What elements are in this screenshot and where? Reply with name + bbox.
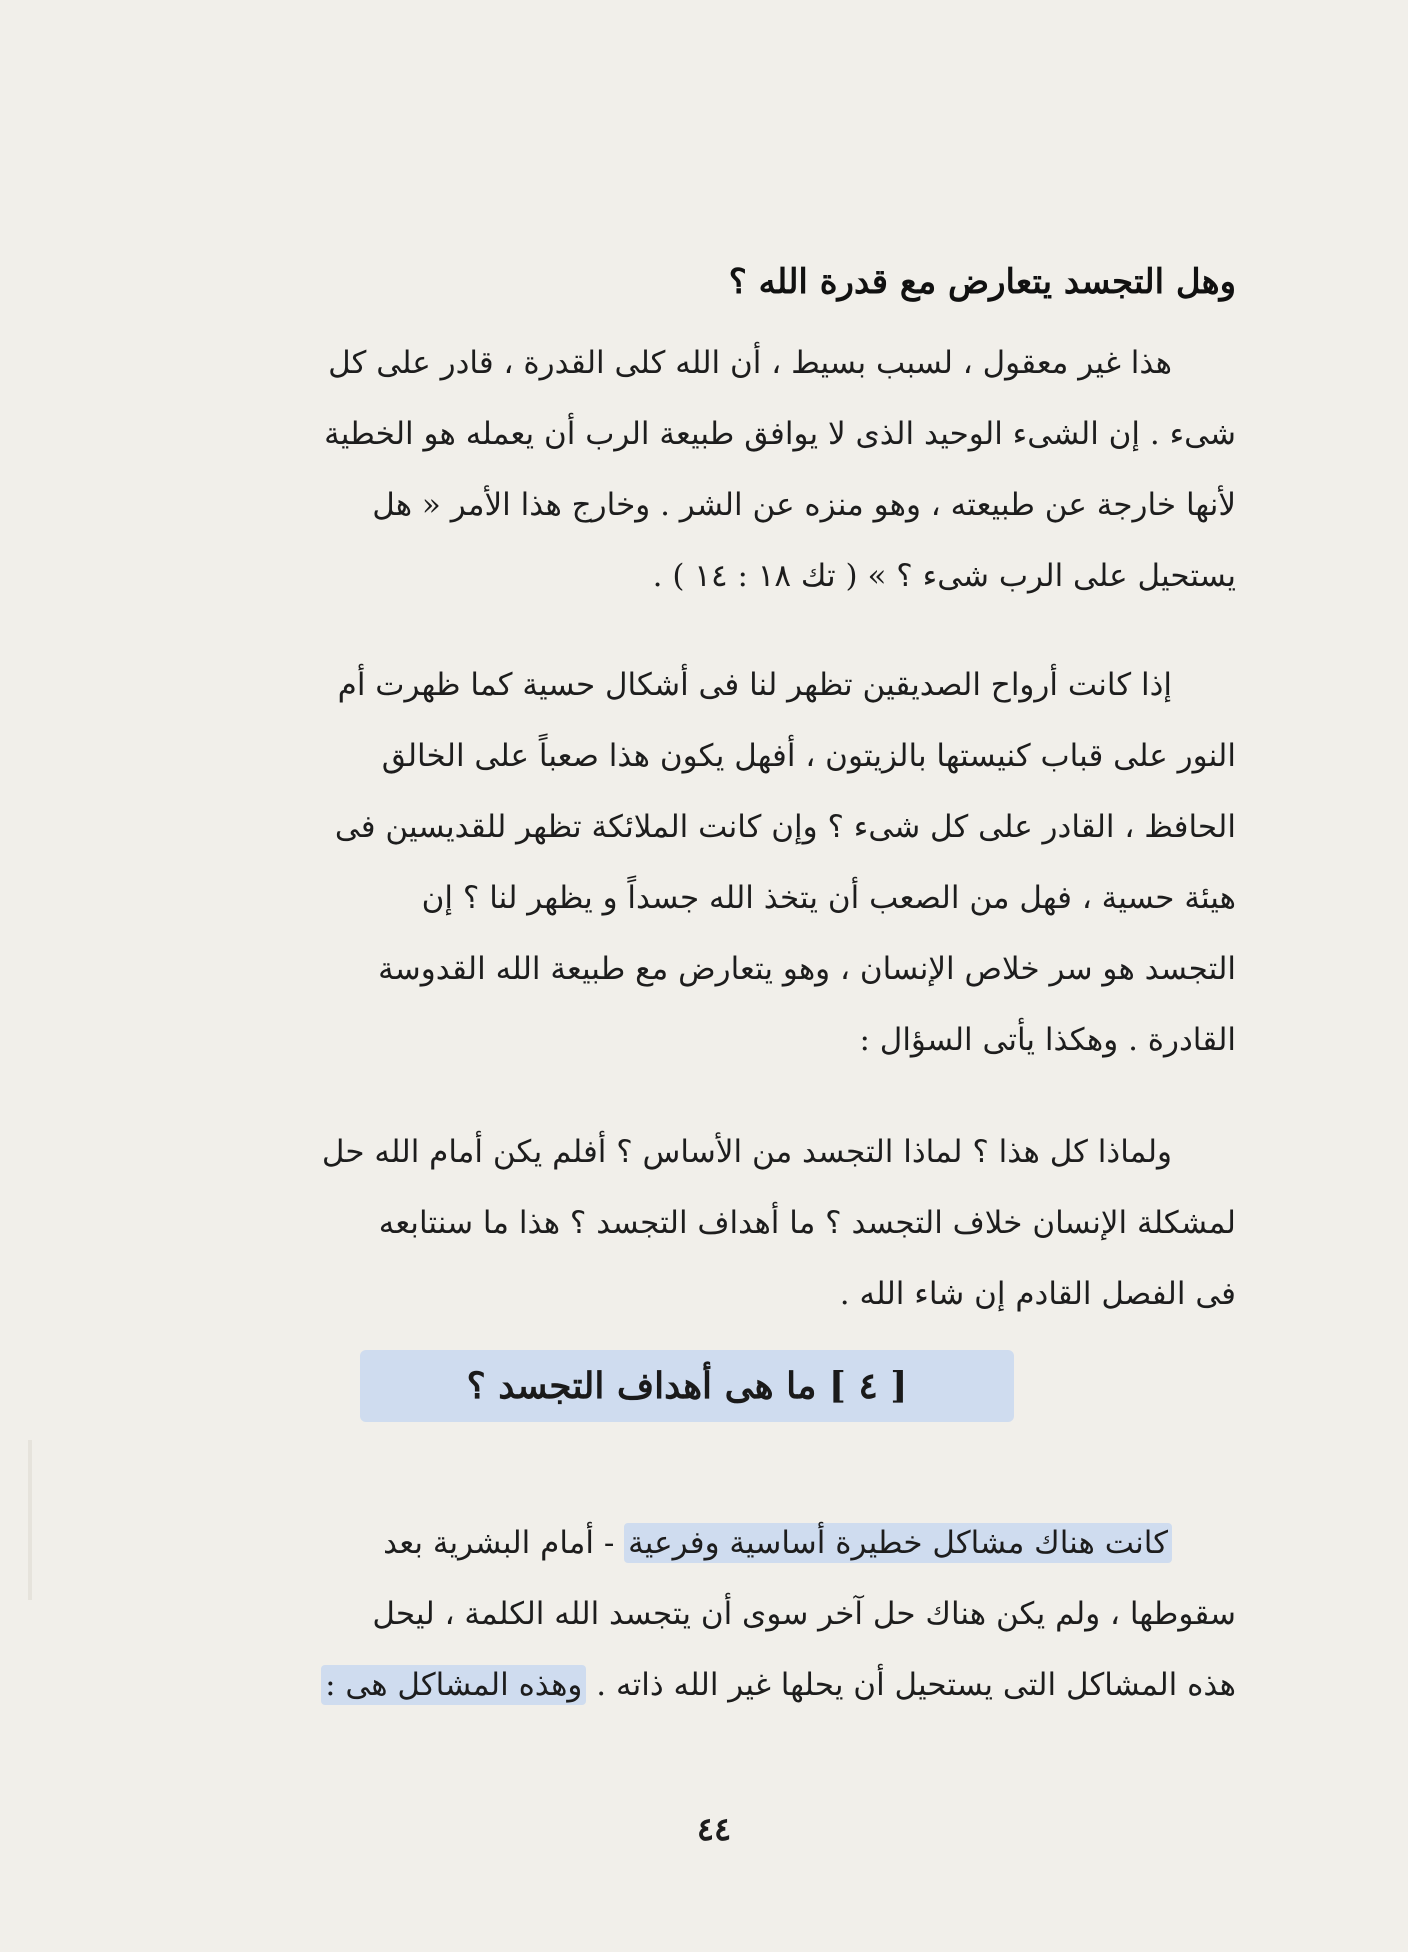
paragraph-2-line: الحافظ ، القادر على كل شىء ؟ وإن كانت الملائكة تظهر للقديسين فى: [334, 809, 1236, 845]
paragraph-4-line-1: [172, 1508, 1236, 1579]
paragraph-4-line-2: سقوطها ، ولم يكن هناك حل آخر سوى أن يتجسد الله الكلمة ، ليحل: [372, 1596, 1236, 1632]
paragraph-4-line-3: [172, 1650, 1236, 1721]
paragraph-2-line: القادرة . وهكذا يأتى السؤال :: [859, 1022, 1236, 1058]
highlighted-text: وهذه المشاكل هى :: [321, 1665, 586, 1705]
paragraph-4: [172, 1508, 1236, 1721]
paragraph-1: [172, 328, 1236, 612]
paragraph-3-line: لمشكلة الإنسان خلاف التجسد ؟ ما أهداف التجسد ؟ هذا ما سنتابعه: [378, 1205, 1236, 1241]
paragraph-1-line: لأنها خارجة عن طبيعته ، وهو منزه عن الشر . وخارج هذا الأمر « هل: [372, 487, 1236, 523]
paragraph-3-line: فى الفصل القادم إن شاء الله .: [839, 1276, 1236, 1312]
paragraph-2-line: إذا كانت أرواح الصديقين تظهر لنا فى أشكال حسية كما ظهرت أم: [337, 667, 1172, 703]
paragraph-2-line: التجسد هو سر خلاص الإنسان ، وهو يتعارض مع طبيعة الله القدوسة: [378, 951, 1236, 987]
scan-edge-mark: [28, 1440, 32, 1600]
paragraph-1-line: يستحيل على الرب شىء ؟ » ( تك ١٨ : ١٤ ) .: [652, 558, 1236, 594]
paragraph-3-line: ولماذا كل هذا ؟ لماذا التجسد من الأساس ؟ أفلم يكن أمام الله حل: [321, 1134, 1172, 1170]
paragraph-3: [172, 1117, 1236, 1330]
paragraph-2-line: النور على قباب كنيستها بالزيتون ، أفهل يكون هذا صعباً على الخالق: [381, 738, 1236, 774]
paragraph-1-line: هذا غير معقول ، لسبب بسيط ، أن الله كلى القدرة ، قادر على كل: [328, 345, 1172, 381]
paragraph-4-line-3-rest: هذه المشاكل التى يستحيل أن يحلها غير الله ذاته .: [586, 1667, 1236, 1703]
section-heading: [ ٤ ] ما هى أهداف التجسد ؟: [466, 1365, 908, 1407]
highlighted-text: كانت هناك مشاكل خطيرة أساسية وفرعية: [624, 1523, 1172, 1563]
paragraph-2-line: هيئة حسية ، فهل من الصعب أن يتخذ الله جسداً و يظهر لنا ؟ إن: [421, 880, 1236, 916]
page-number: ٤٤: [696, 1810, 732, 1848]
paragraph-2: [172, 650, 1236, 1076]
paragraph-4-line-1-rest: - أمام البشرية بعد: [383, 1525, 625, 1561]
section-heading-highlight: [360, 1350, 1014, 1422]
question-title: وهل التجسد يتعارض مع قدرة الله ؟: [728, 262, 1236, 302]
paragraph-1-line: شىء . إن الشىء الوحيد الذى لا يوافق طبيعة الرب أن يعمله هو الخطية: [324, 416, 1236, 452]
